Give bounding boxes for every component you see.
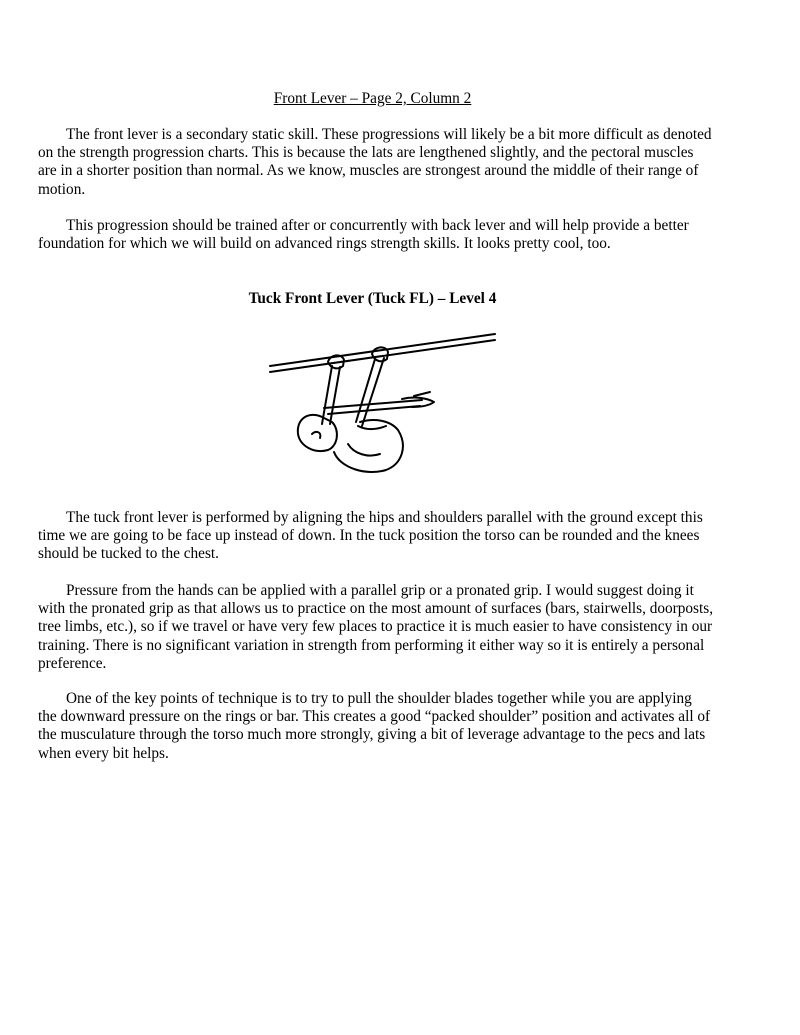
intro-paragraph: The front lever is a secondary static skill. These progressions will likely be a bit more difficult as denoted on the strength progression charts. This is because the lats are lengthened slightly, and the pectoral muscles are in a shorter position than normal. As we know, muscles are strongest around the middle of their range of motion.	[38, 126, 712, 198]
section-heading: Tuck Front Lever (Tuck FL) – Level 4	[248, 290, 497, 307]
tuck-front-lever-icon	[262, 326, 502, 486]
body-paragraph: One of the key points of technique is to try to pull the shoulder blades together while you are applying the downward pressure on the rings or bar. This creates a good “packed shoulder” position and activates all of the musculature through the torso much more strongly, giving a bit of leverage advantage to the pecs and lats when every bit helps.	[38, 690, 711, 762]
torso-back	[334, 420, 403, 472]
ear	[312, 432, 320, 438]
page-title: Front Lever – Page 2, Column 2	[273, 90, 472, 107]
torso-crease	[348, 444, 380, 456]
toes	[414, 392, 430, 396]
intro-paragraph: This progression should be trained after or concurrently with back lever and will help provide a better foundation for which we will build on advanced rings strength skills. It looks pretty cool, too.	[38, 217, 689, 253]
body-paragraph: Pressure from the hands can be applied with a parallel grip or a pronated grip. I would suggest doing it with the pronated grip as that allows us to practice on the most amount of surfaces (bars, stairwells, doorposts, tree limbs, etc.), so if we travel or have very few places to practice it is much easier to have consistency in our training. There is no significant variation in strength from performing it either way so it is entirely a personal preference.	[38, 582, 714, 672]
body-paragraph: The tuck front lever is performed by aligning the hips and shoulders parallel with the ground except this time we are going to be face up instead of down. In the tuck position the torso can be rounded and the knees should be tucked to the chest.	[38, 509, 703, 563]
left-arm-inner	[330, 367, 340, 424]
tuck-front-lever-illustration	[262, 326, 502, 486]
left-arm-outer	[322, 366, 332, 424]
bar-bottom-line	[270, 340, 495, 372]
